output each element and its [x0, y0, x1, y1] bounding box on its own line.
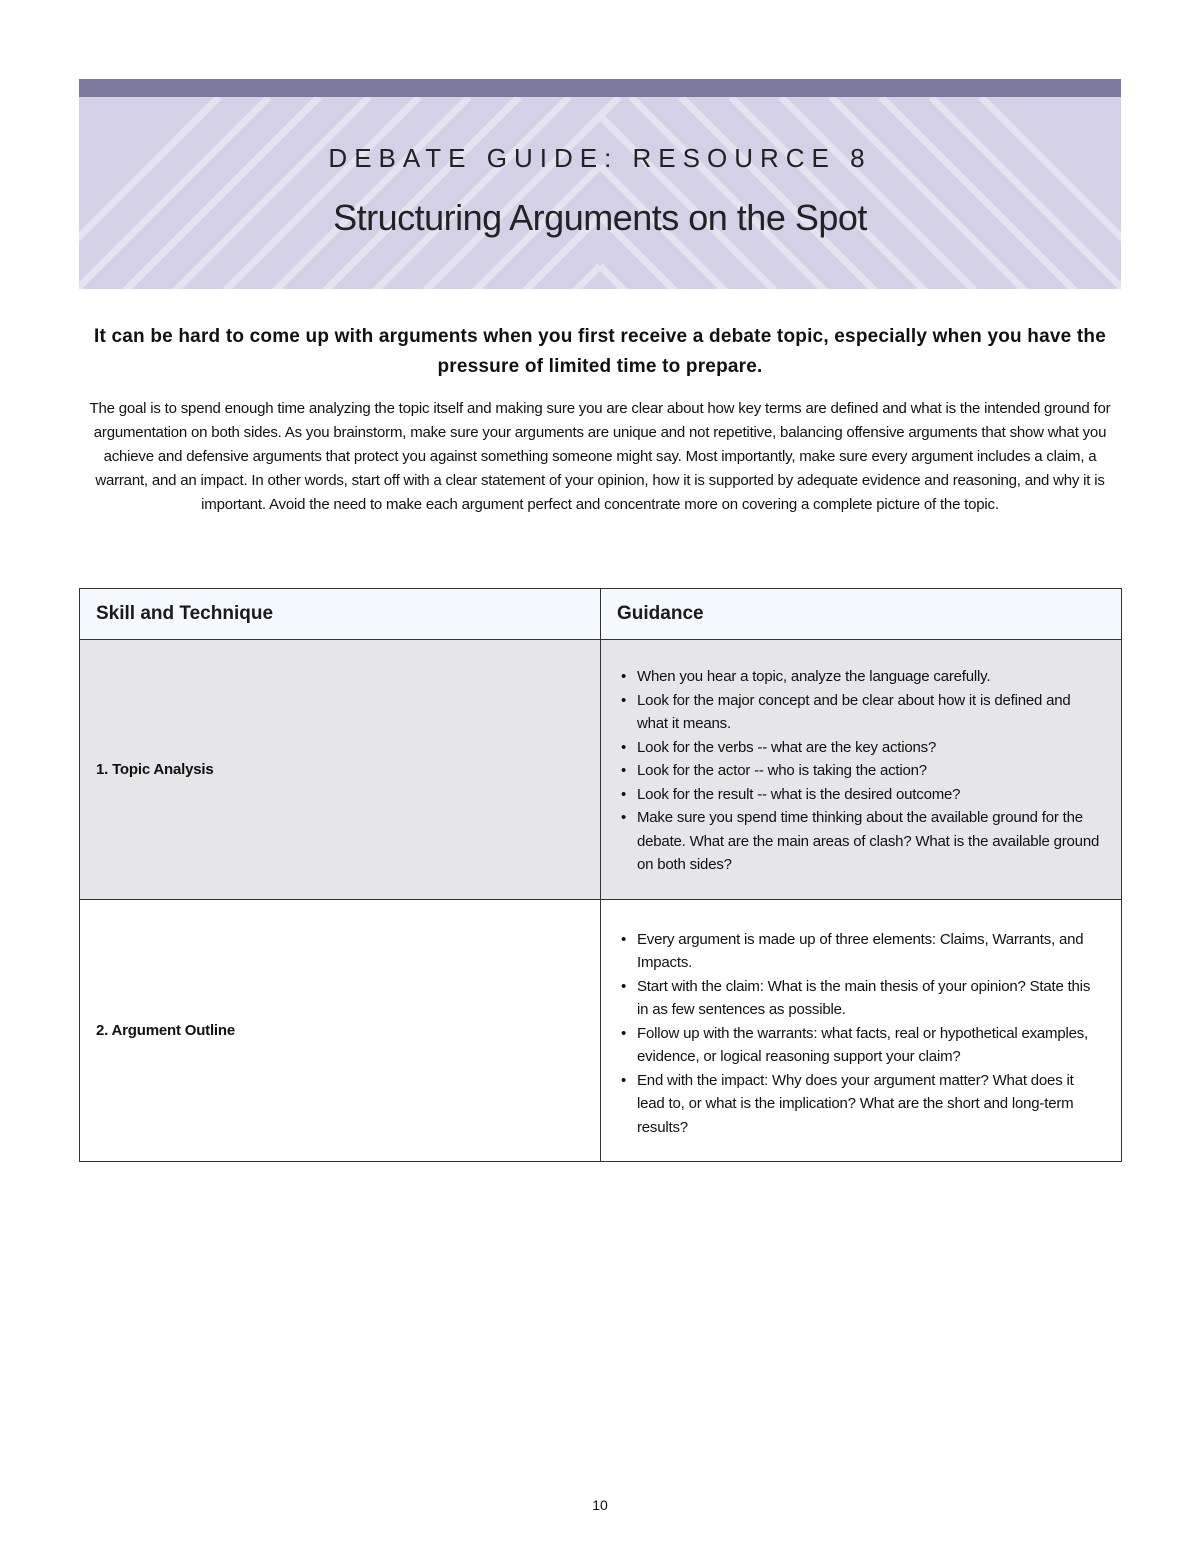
column-header-guidance: Guidance — [601, 589, 1122, 640]
list-item: • Look for the major concept and be clear about how it is defined and what it means. — [637, 689, 1101, 736]
list-item: • Look for the verbs -- what are the key actions? — [637, 736, 1101, 760]
guidance-cell — [601, 899, 1122, 1162]
skill-cell: 2. Argument Outline — [80, 899, 601, 1162]
page-number: 10 — [592, 1497, 608, 1513]
table-row — [80, 899, 1122, 1162]
guidance-cell — [601, 640, 1122, 900]
header-banner — [79, 79, 1121, 289]
list-item: • When you hear a topic, analyze the language carefully. — [637, 665, 1101, 689]
guidance-list — [601, 640, 1121, 899]
column-header-skill: Skill and Technique — [80, 589, 601, 640]
page-title: Structuring Arguments on the Spot — [333, 197, 867, 238]
skill-cell: 1. Topic Analysis — [80, 640, 601, 900]
guidance-table — [79, 588, 1122, 1162]
list-item: • Look for the result -- what is the desired outcome? — [637, 783, 1101, 807]
list-item: • Every argument is made up of three elements: Claims, Warrants, and Impacts. — [637, 928, 1101, 975]
list-item: • End with the impact: Why does your argument matter? What does it lead to, or what is the implication? What are the short and long-term results? — [637, 1069, 1101, 1140]
list-item: • Start with the claim: What is the main thesis of your opinion? State this in as few sentences as possible. — [637, 975, 1101, 1022]
guidance-list — [601, 900, 1121, 1162]
intro-body: The goal is to spend enough time analyzing the topic itself and making sure you are clear about how key terms are defined and what is the intended ground for argumentation on both sides. As you brainstorm, make sure your arguments are unique and not repetitive, balancing offensive arguments that show what you achieve and defensive arguments that protect you against something someone might say. Most importantly, make sure every argument includes a claim, a warrant, and an impact. In other words, start off with a clear statement of your opinion, how it is supported by adequate evidence and reasoning, and why it is important. Avoid the need to make each argument perfect and concentrate more on covering a complete picture of the topic. — [89, 400, 1111, 513]
table-row — [80, 640, 1122, 900]
table-header-row — [80, 589, 1122, 640]
banner-top-bar — [79, 79, 1121, 97]
resource-kicker: DEBATE GUIDE: RESOURCE 8 — [328, 143, 872, 173]
intro-lead: It can be hard to come up with arguments when you first receive a debate topic, especially when you have the pressure of limited time to prepare. — [94, 326, 1106, 377]
list-item: • Make sure you spend time thinking about the available ground for the debate. What are the main areas of clash? What is the available ground on both sides? — [637, 806, 1101, 877]
list-item: • Look for the actor -- who is taking the action? — [637, 759, 1101, 783]
chevron-pattern — [79, 97, 1121, 289]
list-item: • Follow up with the warrants: what facts, real or hypothetical examples, evidence, or logical reasoning support your claim? — [637, 1022, 1101, 1069]
